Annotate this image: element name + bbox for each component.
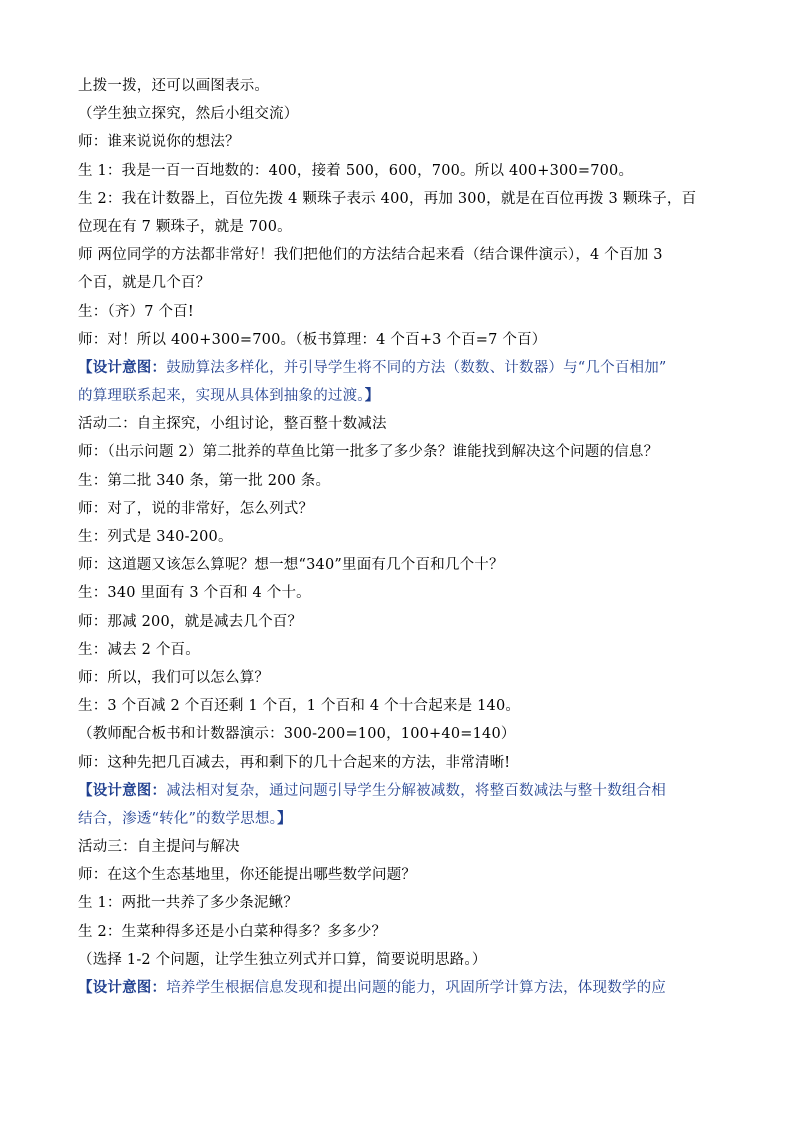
text-line: 生 1：我是一百一百地数的：400，接着 500，600，700。所以 400+300=700。	[78, 162, 634, 179]
text-line: 生：3 个百减 2 个百还剩 1 个百，1 个百和 4 个十合起来是 140。	[78, 698, 521, 715]
design-intent-label: 【设计意图：	[78, 781, 167, 799]
design-intent-2-line2	[78, 805, 728, 833]
design-intent-text: 培养学生根据信息发现和提出问题的能力，巩固所学计算方法，体现数学的应	[166, 980, 666, 996]
design-intent-text: 结合，渗透“转化”的数学思想。	[78, 810, 278, 827]
design-intent-text: 减法相对复杂，通过问题引导学生分解被减数，将整百数减法与整十数组合相	[166, 782, 666, 799]
design-intent-2-line1	[78, 777, 728, 805]
text-line: 生：列式是 340-200。	[78, 529, 233, 545]
text-line: 活动二：自主探究，小组讨论，整百整十数减法	[78, 416, 387, 433]
design-intent-1-line1	[78, 354, 728, 382]
design-intent-label: 【设计意图：	[78, 979, 167, 996]
text-line: 活动三：自主提问与解决	[78, 839, 240, 856]
text-line: 生 2：生菜种得多还是小白菜种得多？多多少？	[78, 923, 387, 940]
text-line: 师 两位同学的方法都非常好！我们把他们的方法结合起来看（结合课件演示），4 个百加 3	[78, 247, 663, 264]
text-line: 生：第二批 340 条，第一批 200 条。	[78, 472, 331, 489]
design-intent-label: 【设计意图：	[78, 358, 167, 376]
text-line: 生：340 里面有 3 个百和 4 个十。	[78, 585, 311, 602]
text-line: 生 2：我在计数器上，百位先拨 4 颗珠子表示 400，再加 300，就是在百位再拨 3 颗珠子，百	[78, 190, 697, 207]
document-page	[78, 72, 728, 1002]
text-line: 个百，就是几个百？	[78, 275, 211, 292]
design-intent-text: 的算理联系起来，实现从具体到抽象的过渡。	[78, 388, 365, 405]
text-line: 生 1：两批一共养了多少条泥鳅？	[78, 895, 299, 912]
text-line: 生：减去 2 个百。	[78, 641, 200, 658]
text-line: 师：这道题又该怎么算呢？想一想“340”里面有几个百和几个十？	[78, 557, 504, 574]
design-intent-close: 】	[364, 387, 380, 405]
text-line: （学生独立探究，然后小组交流）	[78, 106, 299, 123]
text-line: 生：（齐）7 个百!	[78, 303, 194, 320]
text-line: 上拨一拨，还可以画图表示。	[78, 78, 270, 94]
design-intent-1-line2	[78, 382, 728, 410]
text-line: 师：在这个生态基地里，你还能提出哪些数学问题？	[78, 867, 417, 884]
text-line: （选择 1-2 个问题，让学生独立列式并口算，简要说明思路。）	[78, 951, 487, 968]
text-line: 师：那减 200，就是减去几个百？	[78, 613, 303, 630]
text-line: 师：对了，说的非常好，怎么列式？	[78, 500, 314, 517]
design-intent-3-line1	[78, 974, 728, 1002]
text-line: 师：这种先把几百减去，再和剩下的几十合起来的方法，非常清晰!	[78, 754, 511, 771]
text-line: 师：谁来说说你的想法？	[78, 134, 240, 151]
text-line: 师：（出示问题 2）第二批养的草鱼比第一批多了多少条？谁能找到解决这个问题的信息？	[78, 444, 659, 461]
text-line: 师：所以，我们可以怎么算？	[78, 669, 270, 686]
text-line: （教师配合板书和计数器演示：300-200=100，100+40=140）	[78, 726, 516, 743]
text-line: 位现在有 7 颗珠子，就是 700。	[78, 218, 292, 235]
design-intent-close: 】	[277, 809, 292, 827]
design-intent-text: 鼓励算法多样化，并引导学生将不同的方法（数数、计数器）与“几个百相加”	[166, 359, 667, 376]
text-line: 师：对！所以 400+300=700。（板书算理：4 个百+3 个百=7 个百）	[78, 331, 547, 348]
